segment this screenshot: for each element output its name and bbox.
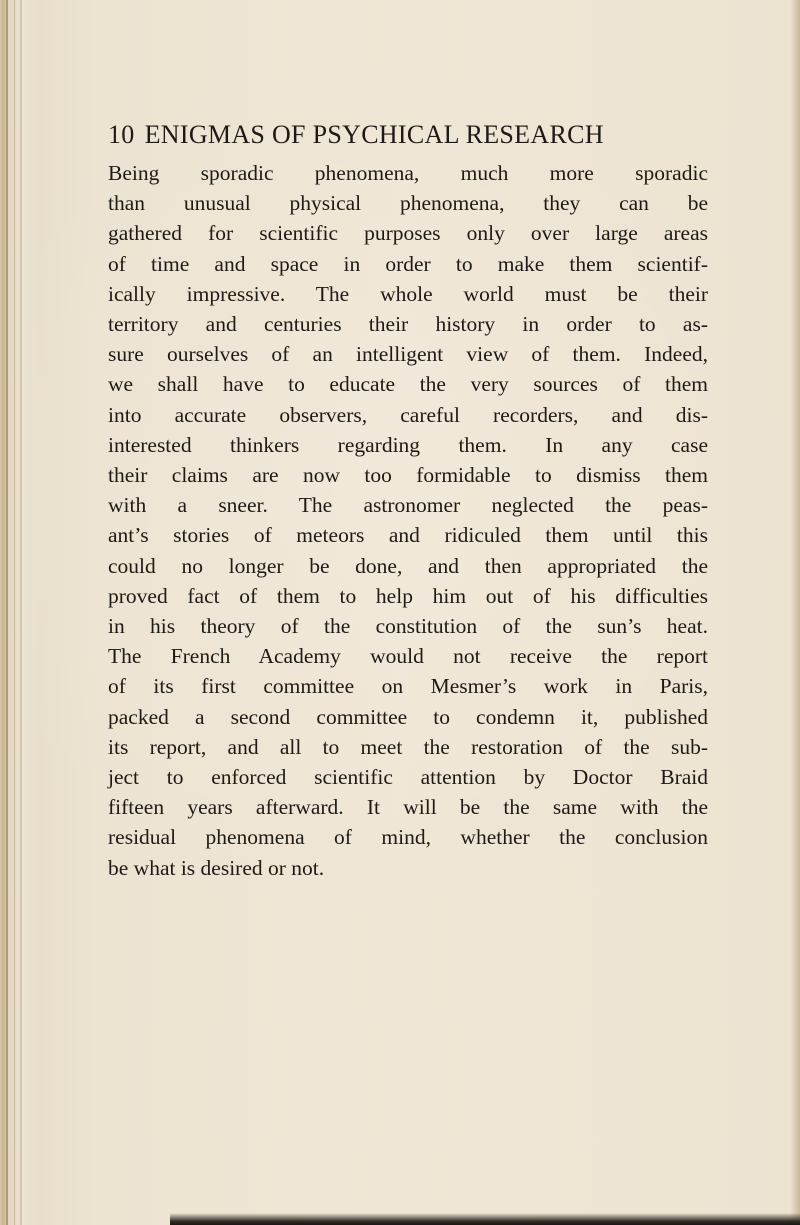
text-line: proved fact of them to help him out of his difficulties	[108, 583, 708, 608]
running-title: ENIGMAS OF PSYCHICAL RESEARCH	[144, 120, 604, 149]
text-line: ant’s stories of meteors and ridiculed them until this	[108, 523, 708, 548]
spine-shadow-line	[6, 0, 8, 1225]
running-header	[108, 118, 708, 152]
text-line: of its first committee on Mesmer’s work in Paris,	[108, 674, 708, 699]
text-line: be what is desired or not.	[108, 855, 325, 880]
text-line: fifteen years afterward. It will be the same with the	[108, 795, 708, 820]
text-line: with a sneer. The astronomer neglected the peas-	[108, 493, 708, 518]
text-block	[108, 118, 708, 883]
spine-shadow-line	[20, 0, 22, 1225]
text-line: could no longer be done, and then appropriated the	[108, 553, 708, 578]
text-line: packed a second committee to condemn it, published	[108, 704, 708, 729]
text-line: The French Academy would not receive the report	[108, 644, 708, 669]
page-bottom-edge	[170, 1213, 800, 1225]
text-line: we shall have to educate the very sources of them	[108, 372, 708, 397]
text-line: their claims are now too formidable to dismiss them	[108, 463, 708, 488]
page-right-edge	[790, 0, 800, 1225]
page-number: 10	[108, 120, 135, 149]
text-line: than unusual physical phenomena, they can be	[108, 191, 708, 216]
text-line: residual phenomena of mind, whether the conclusion	[108, 825, 708, 850]
text-line: into accurate observers, careful recorders, and dis-	[108, 402, 708, 427]
text-line: Being sporadic phenomena, much more sporadic	[108, 161, 708, 185]
text-line: in his theory of the constitution of the sun’s heat.	[108, 614, 708, 639]
spine-shadow-line	[14, 0, 15, 1225]
text-line: sure ourselves of an intelligent view of them. Indeed,	[108, 342, 708, 367]
text-line: its report, and all to meet the restoration of the sub-	[108, 734, 708, 759]
paragraph	[108, 158, 708, 883]
text-line: interested thinkers regarding them. In any case	[108, 432, 708, 457]
text-line: ically impressive. The whole world must be their	[108, 281, 708, 306]
text-line: territory and centuries their history in order to as-	[108, 312, 708, 337]
text-line: of time and space in order to make them scientif-	[108, 251, 708, 276]
text-line: ject to enforced scientific attention by Doctor Braid	[108, 765, 708, 790]
text-line: gathered for scientific purposes only over large areas	[108, 221, 708, 246]
